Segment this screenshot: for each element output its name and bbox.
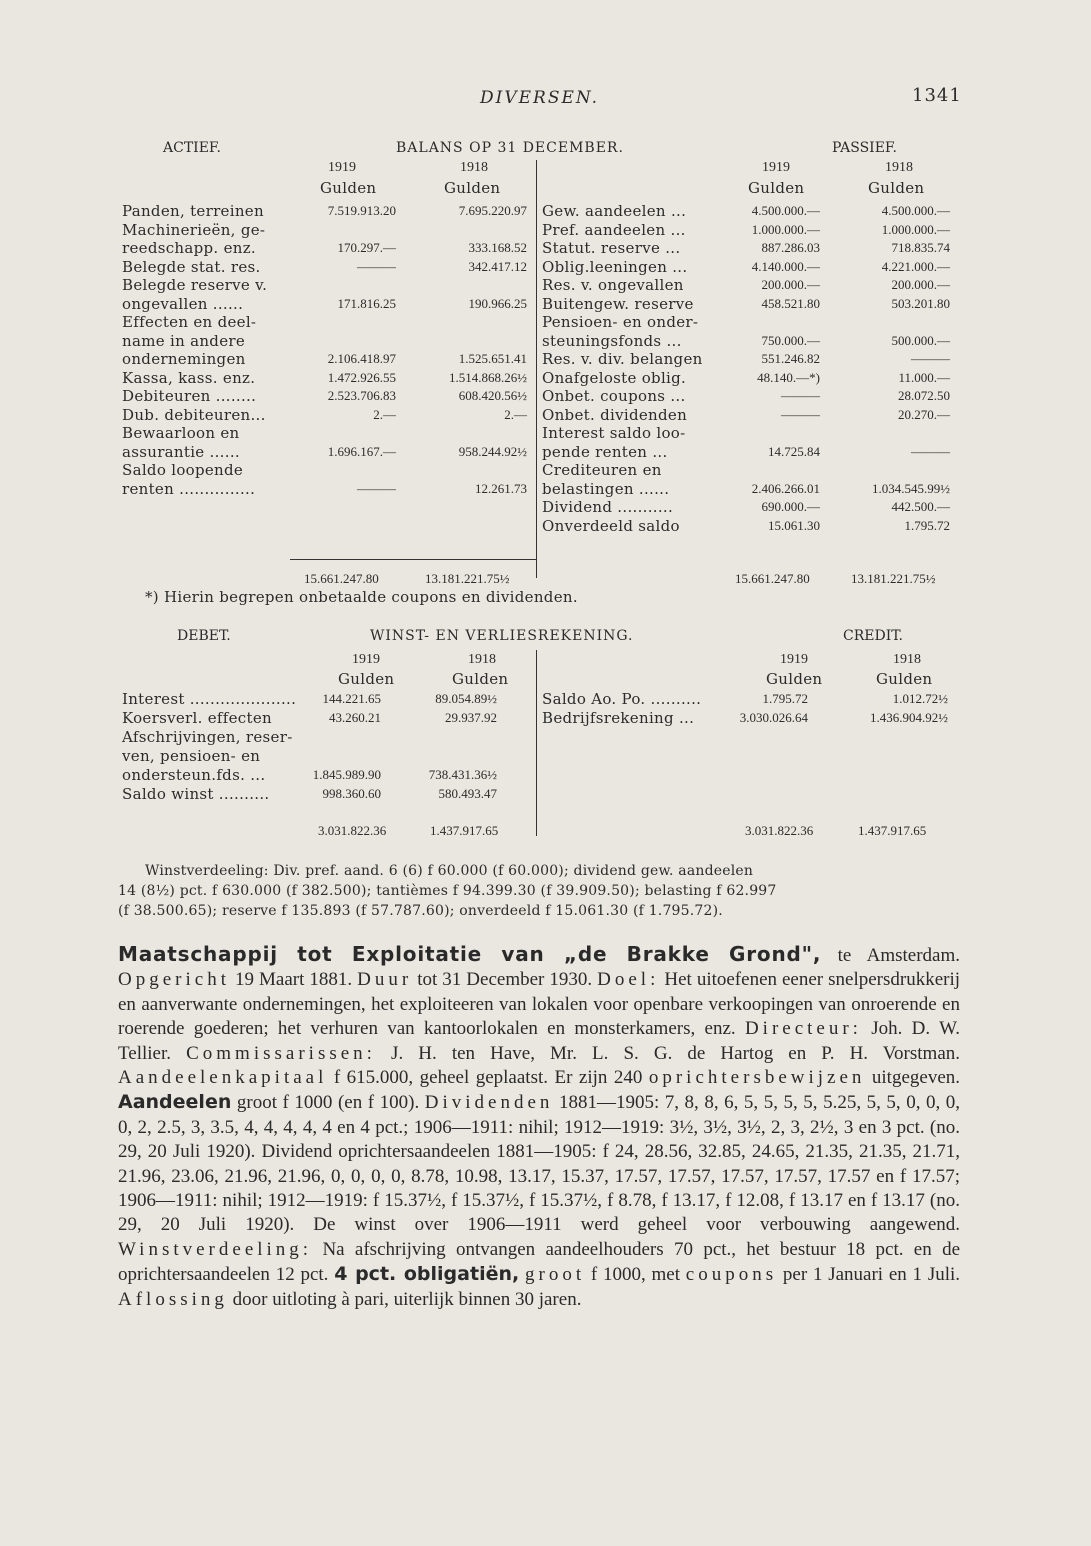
- row-label: Oblig.leeningen ...: [542, 257, 688, 276]
- pl-year-right-1918: 1918: [893, 652, 921, 667]
- row-value-1918: 28.072.50: [898, 388, 950, 403]
- row-label: Onbet. dividenden: [542, 405, 688, 424]
- row-value-1919: 750.000.—: [761, 332, 820, 348]
- row-label: Gew. aandeelen ...: [542, 202, 687, 220]
- row-value-1918: 29.937.92: [445, 710, 497, 725]
- aflossing-value: door uitloting à pari, uiterlijk binnen 30 jaren.: [232, 1288, 582, 1310]
- section-title: DIVERSEN.: [480, 88, 600, 108]
- row-value-1918: 190.966.25: [468, 295, 527, 311]
- obligatien-coupons: coupons: [685, 1264, 778, 1286]
- row-value-1919: ———: [357, 258, 396, 274]
- balance-left-total-1919: 15.661.247.80: [304, 571, 379, 586]
- pl-right-total-1919: 3.031.822.36: [745, 823, 814, 838]
- row-label: ongevallen ......: [122, 294, 244, 313]
- row-value-1919: 3.030.026.64: [739, 710, 808, 725]
- balance-right-total-1919: 15.661.247.80: [735, 571, 810, 586]
- row-label: Onafgeloste oblig.: [542, 368, 687, 387]
- row-label: Effecten en deel-: [122, 313, 257, 331]
- commissarissen-value: J. H. ten Have, Mr. L. S. G. de Hartog en P. H. Vorstman.: [391, 1042, 961, 1064]
- row-value-1919: 2.406.266.01: [751, 480, 820, 496]
- col-year-right-1919: 1919: [762, 160, 790, 175]
- pl-unit-left-1918: Gulden: [452, 670, 509, 688]
- col-year-left-1918: 1918: [460, 160, 488, 175]
- row-value-1919: 15.061.30: [768, 517, 820, 533]
- row-label: renten ...............: [122, 479, 256, 498]
- balance-total-rule-left: [290, 559, 536, 560]
- row-value-1918: 20.270.—: [898, 406, 950, 422]
- row-value-1918: 4.500.000.—: [881, 203, 950, 218]
- winstverdeeling-line-2: 14 (8½) pct. f 630.000 (f 382.500); tantièmes f 94.399.30 (f 39.909.50); belasting f 62.997: [118, 883, 777, 899]
- row-value-1919: 998.360.60: [322, 786, 381, 801]
- row-value-1919: 1.000.000.—: [751, 221, 820, 237]
- col-unit-left-1919: Gulden: [320, 179, 377, 197]
- row-label: Panden, terreinen: [122, 202, 264, 220]
- row-value-1918: ———: [911, 351, 950, 366]
- row-value-1919: 171.816.25: [337, 295, 396, 311]
- row-value-1918: 7.695.220.97: [458, 203, 527, 218]
- row-value-1918: 333.168.52: [468, 240, 527, 255]
- pl-right-total-1918: 1.437.917.65: [858, 823, 927, 838]
- balance-left-total-1918: 13.181.221.75½: [425, 571, 510, 586]
- credit-label: CREDIT.: [843, 628, 903, 644]
- row-value-1918: 1.436.904.92½: [870, 710, 948, 725]
- row-value-1918: 89.054.89½: [435, 691, 497, 706]
- row-value-1918: 608.420.56½: [458, 388, 527, 403]
- row-value-1918: 342.417.12: [468, 258, 527, 274]
- row-value-1918: 500.000.—: [891, 332, 950, 348]
- pl-divider: [536, 650, 537, 836]
- row-value-1918: 11.000.—: [898, 369, 950, 385]
- row-value-1918: 4.221.000.—: [881, 258, 950, 274]
- row-label: ondernemingen: [122, 350, 246, 368]
- row-value-1918: 958.244.92½: [458, 443, 527, 459]
- row-label: Bedrijfsrekening ...: [542, 709, 695, 727]
- pl-year-left-1918: 1918: [468, 652, 496, 667]
- passief-label: PASSIEF.: [832, 140, 897, 156]
- row-label: ven, pensioen- en: [122, 747, 261, 765]
- balance-divider: [536, 160, 537, 578]
- row-value-1919: ———: [781, 406, 820, 422]
- col-year-left-1919: 1919: [328, 160, 356, 175]
- winstverdeeling-value: Na afschrijving ontvangen aandeelhouders 70 pct., het bestuur 18 pct. en de oprichtersaandeelen 12 pct.: [118, 1238, 961, 1286]
- row-value-1919: 4.140.000.—: [751, 258, 820, 274]
- pl-left-total-1919: 3.031.822.36: [318, 823, 387, 838]
- opgericht-value: 19 Maart 1881.: [235, 969, 353, 991]
- company-name: Maatschappij tot Exploitatie van „de Brakke Grond",: [118, 942, 822, 966]
- col-unit-left-1918: Gulden: [444, 179, 501, 197]
- kapitaal-label: Aandeelenkapitaal: [118, 1067, 328, 1089]
- pl-unit-right-1918: Gulden: [876, 670, 933, 688]
- row-value-1919: 2.106.418.97: [327, 351, 396, 366]
- row-value-1918: 1.525.651.41: [458, 351, 527, 366]
- row-label: ondersteun.fds. ...: [122, 766, 266, 784]
- dividenden-label: Dividenden: [424, 1092, 554, 1114]
- row-label: Pref. aandeelen ...: [542, 220, 686, 239]
- row-label: Machinerieën, ge-: [122, 220, 266, 239]
- balance-title: BALANS OP 31 DECEMBER.: [396, 140, 624, 156]
- row-label: Saldo Ao. Po. ..........: [542, 690, 702, 708]
- row-label: Pensioen- en onder-: [542, 313, 699, 331]
- row-value-1918: 738.431.36½: [428, 767, 497, 782]
- row-label: reedschapp. enz.: [122, 239, 256, 257]
- actief-label: ACTIEF.: [163, 140, 221, 156]
- row-value-1918: 1.514.868.26½: [449, 369, 527, 385]
- aandeelen-value: groot f 1000 (en f 100).: [236, 1092, 420, 1114]
- oprichters-label: oprichtersbewijzen: [648, 1067, 866, 1089]
- row-label: Res. v. ongevallen: [542, 276, 684, 294]
- row-label: Belegde reserve v.: [122, 276, 268, 294]
- aandeelen-label: Aandeelen: [118, 1091, 232, 1114]
- debet-label: DEBET.: [177, 628, 231, 644]
- row-value-1919: 43.260.21: [329, 710, 381, 725]
- row-value-1918: 718.835.74: [891, 240, 950, 255]
- row-value-1919: 551.246.82: [761, 351, 820, 366]
- row-value-1919: 1.795.72: [762, 691, 808, 706]
- row-label: Koersverl. effecten: [122, 709, 272, 727]
- row-label: Interest saldo loo-: [542, 424, 686, 442]
- row-value-1918: 1.012.72½: [892, 691, 948, 706]
- row-value-1918: ———: [911, 443, 950, 459]
- row-label: Bewaarloon en: [122, 424, 240, 442]
- row-value-1918: 200.000.—: [891, 277, 950, 292]
- col-unit-right-1918: Gulden: [868, 179, 925, 197]
- row-value-1918: 442.500.—: [891, 499, 950, 514]
- row-value-1918: 1.795.72: [904, 517, 950, 533]
- row-value-1919: 2.523.706.83: [327, 388, 396, 403]
- row-value-1918: 1.034.545.99½: [872, 480, 950, 496]
- row-label: name in andere: [122, 331, 246, 350]
- row-label: Interest .....................: [122, 690, 297, 708]
- row-value-1919: 7.519.913.20: [327, 203, 396, 218]
- duur-value: tot 31 December 1930.: [417, 969, 593, 991]
- col-year-right-1918: 1918: [885, 160, 913, 175]
- balance-right-total-1918: 13.181.221.75½: [851, 571, 936, 586]
- pl-unit-left-1919: Gulden: [338, 670, 395, 688]
- row-value-1919: 200.000.—: [761, 277, 820, 292]
- row-label: Afschrijvingen, reser-: [122, 728, 293, 746]
- row-label: Res. v. div. belangen: [542, 350, 703, 368]
- row-value-1918: 1.000.000.—: [881, 221, 950, 237]
- row-value-1918: 2.—: [504, 406, 527, 422]
- row-value-1919: 14.725.84: [768, 443, 820, 459]
- row-value-1919: ———: [357, 480, 396, 496]
- row-label: belastingen ......: [542, 479, 670, 498]
- row-label: Dub. debiteuren...: [122, 405, 266, 424]
- pl-unit-right-1919: Gulden: [766, 670, 823, 688]
- pl-title: WINST- EN VERLIESREKENING.: [370, 628, 634, 644]
- winstverdeeling-label: Winstverdeeling:: [118, 1238, 313, 1260]
- balance-footnote: *) Hierin begrepen onbetaalde coupons en dividenden.: [145, 588, 578, 606]
- row-label: Saldo winst ..........: [122, 785, 270, 803]
- row-value-1919: 48.140.—*): [757, 369, 820, 385]
- directeur-label: Directeur:: [744, 1018, 862, 1040]
- obligatien-amount: f 1000, met: [590, 1264, 681, 1286]
- row-value-1919: 144.221.65: [322, 691, 381, 706]
- row-value-1919: 1.472.926.55: [327, 369, 396, 385]
- row-value-1919: 1.845.989.90: [312, 767, 381, 782]
- commissarissen-label: Commissarissen:: [186, 1042, 376, 1064]
- col-unit-right-1919: Gulden: [748, 179, 805, 197]
- row-label: Crediteuren en: [542, 461, 662, 479]
- pl-left-total-1918: 1.437.917.65: [430, 823, 499, 838]
- row-label: steuningsfonds ...: [542, 331, 682, 350]
- obligatien-dates: per 1 Januari en 1 Juli.: [782, 1264, 961, 1286]
- row-label: Onbet. coupons ...: [542, 387, 686, 405]
- doel-label: Doel:: [597, 969, 660, 991]
- obligatien-label: 4 pct. obligatiën,: [334, 1263, 520, 1286]
- winstverdeeling-line-1: Winstverdeeling: Div. pref. aand. 6 (6) f 60.000 (f 60.000); dividend gew. aandeelen: [145, 863, 754, 879]
- row-label: Onverdeeld saldo: [542, 516, 680, 535]
- row-label: Kassa, kass. enz.: [122, 368, 256, 387]
- directeur-value: Joh. D. W. Tellier.: [118, 1018, 961, 1064]
- row-value-1919: 458.521.80: [761, 295, 820, 311]
- pl-year-right-1919: 1919: [780, 652, 808, 667]
- duur-label: Duur: [357, 969, 413, 991]
- pl-year-left-1919: 1919: [352, 652, 380, 667]
- row-value-1919: 887.286.03: [761, 240, 820, 255]
- row-label: Debiteuren ........: [122, 387, 257, 405]
- row-label: Belegde stat. res.: [122, 257, 261, 276]
- opgericht-label: Opgericht: [118, 969, 230, 991]
- page-number: 1341: [912, 85, 962, 106]
- row-value-1918: 12.261.73: [475, 480, 527, 496]
- doel-value: Het uitoefenen eener snelpersdrukkerij en aanverwante ondernemingen, het exploiteeren van lokalen voor openbare verkoopingen van onroerende en roerende goederen; het verhuren van kantoorlokalen en monsterkamers, enz.: [118, 969, 961, 1040]
- row-value-1919: 170.297.—: [337, 240, 396, 255]
- row-value-1918: 580.493.47: [438, 786, 497, 801]
- winstverdeeling-line-3: (f 38.500.65); reserve f 135.893 (f 57.787.60); onverdeeld f 15.061.30 (f 1.795.72).: [118, 903, 723, 919]
- row-value-1919: 4.500.000.—: [751, 203, 820, 218]
- oprichters-value: uitgegeven.: [871, 1067, 961, 1089]
- company-entry: [118, 942, 960, 1312]
- aflossing-label: Aflossing: [118, 1288, 228, 1310]
- kapitaal-value: f 615.000, geheel geplaatst. Er zijn 240: [333, 1067, 643, 1089]
- row-label: Dividend ...........: [542, 498, 674, 516]
- row-label: Buitengew. reserve: [542, 294, 694, 313]
- company-location: te Amsterdam.: [837, 945, 960, 966]
- dividenden-value: 1881—1905: 7, 8, 8, 6, 5, 5, 5, 5, 5.25, 5, 5, 0, 0, 0, 0, 2, 2.5, 3, 3.5, 4, 4, 4, 4, 4 en 4 pct.; 1906—1911: nihil; 1912—1919: 3½, 3½, 3½, 2, 3, 2½, 3 en 3 pct. (no. 29, 20 Juli 1920). Dividend oprichtersaandeelen 1881—1905: f 24, 28.56, 32.85, 24.65, 21.35, 21.35, 21.71, 21.96, 23.06, 21.96, 21.96, 0, 0, 0, 0, 8.78, 10.98, 13.17, 15.37, 17.57, 17.57, 17.57, 17.57, 17.57 en f 17.57; 1906—1911: nihil; 1912—1919: f 15.37½, f 15.37½, f 15.37½, f 8.78, f 13.17, f 12.08, f 13.17 en f 13.17 (no. 29, 20 Juli 1920). De winst over 1906—1911 werd geheel voor verbouwing aangewend.: [118, 1092, 961, 1236]
- row-value-1919: ———: [781, 388, 820, 403]
- row-value-1919: 1.696.167.—: [327, 443, 396, 459]
- row-label: pende renten ...: [542, 442, 668, 461]
- row-value-1919: 2.—: [373, 406, 396, 422]
- row-label: Saldo loopende: [122, 461, 244, 479]
- row-label: Statut. reserve ...: [542, 239, 681, 257]
- row-label: assurantie ......: [122, 442, 240, 461]
- obligatien-groot: groot: [525, 1264, 586, 1286]
- row-value-1919: 690.000.—: [761, 499, 820, 514]
- row-value-1918: 503.201.80: [891, 295, 950, 311]
